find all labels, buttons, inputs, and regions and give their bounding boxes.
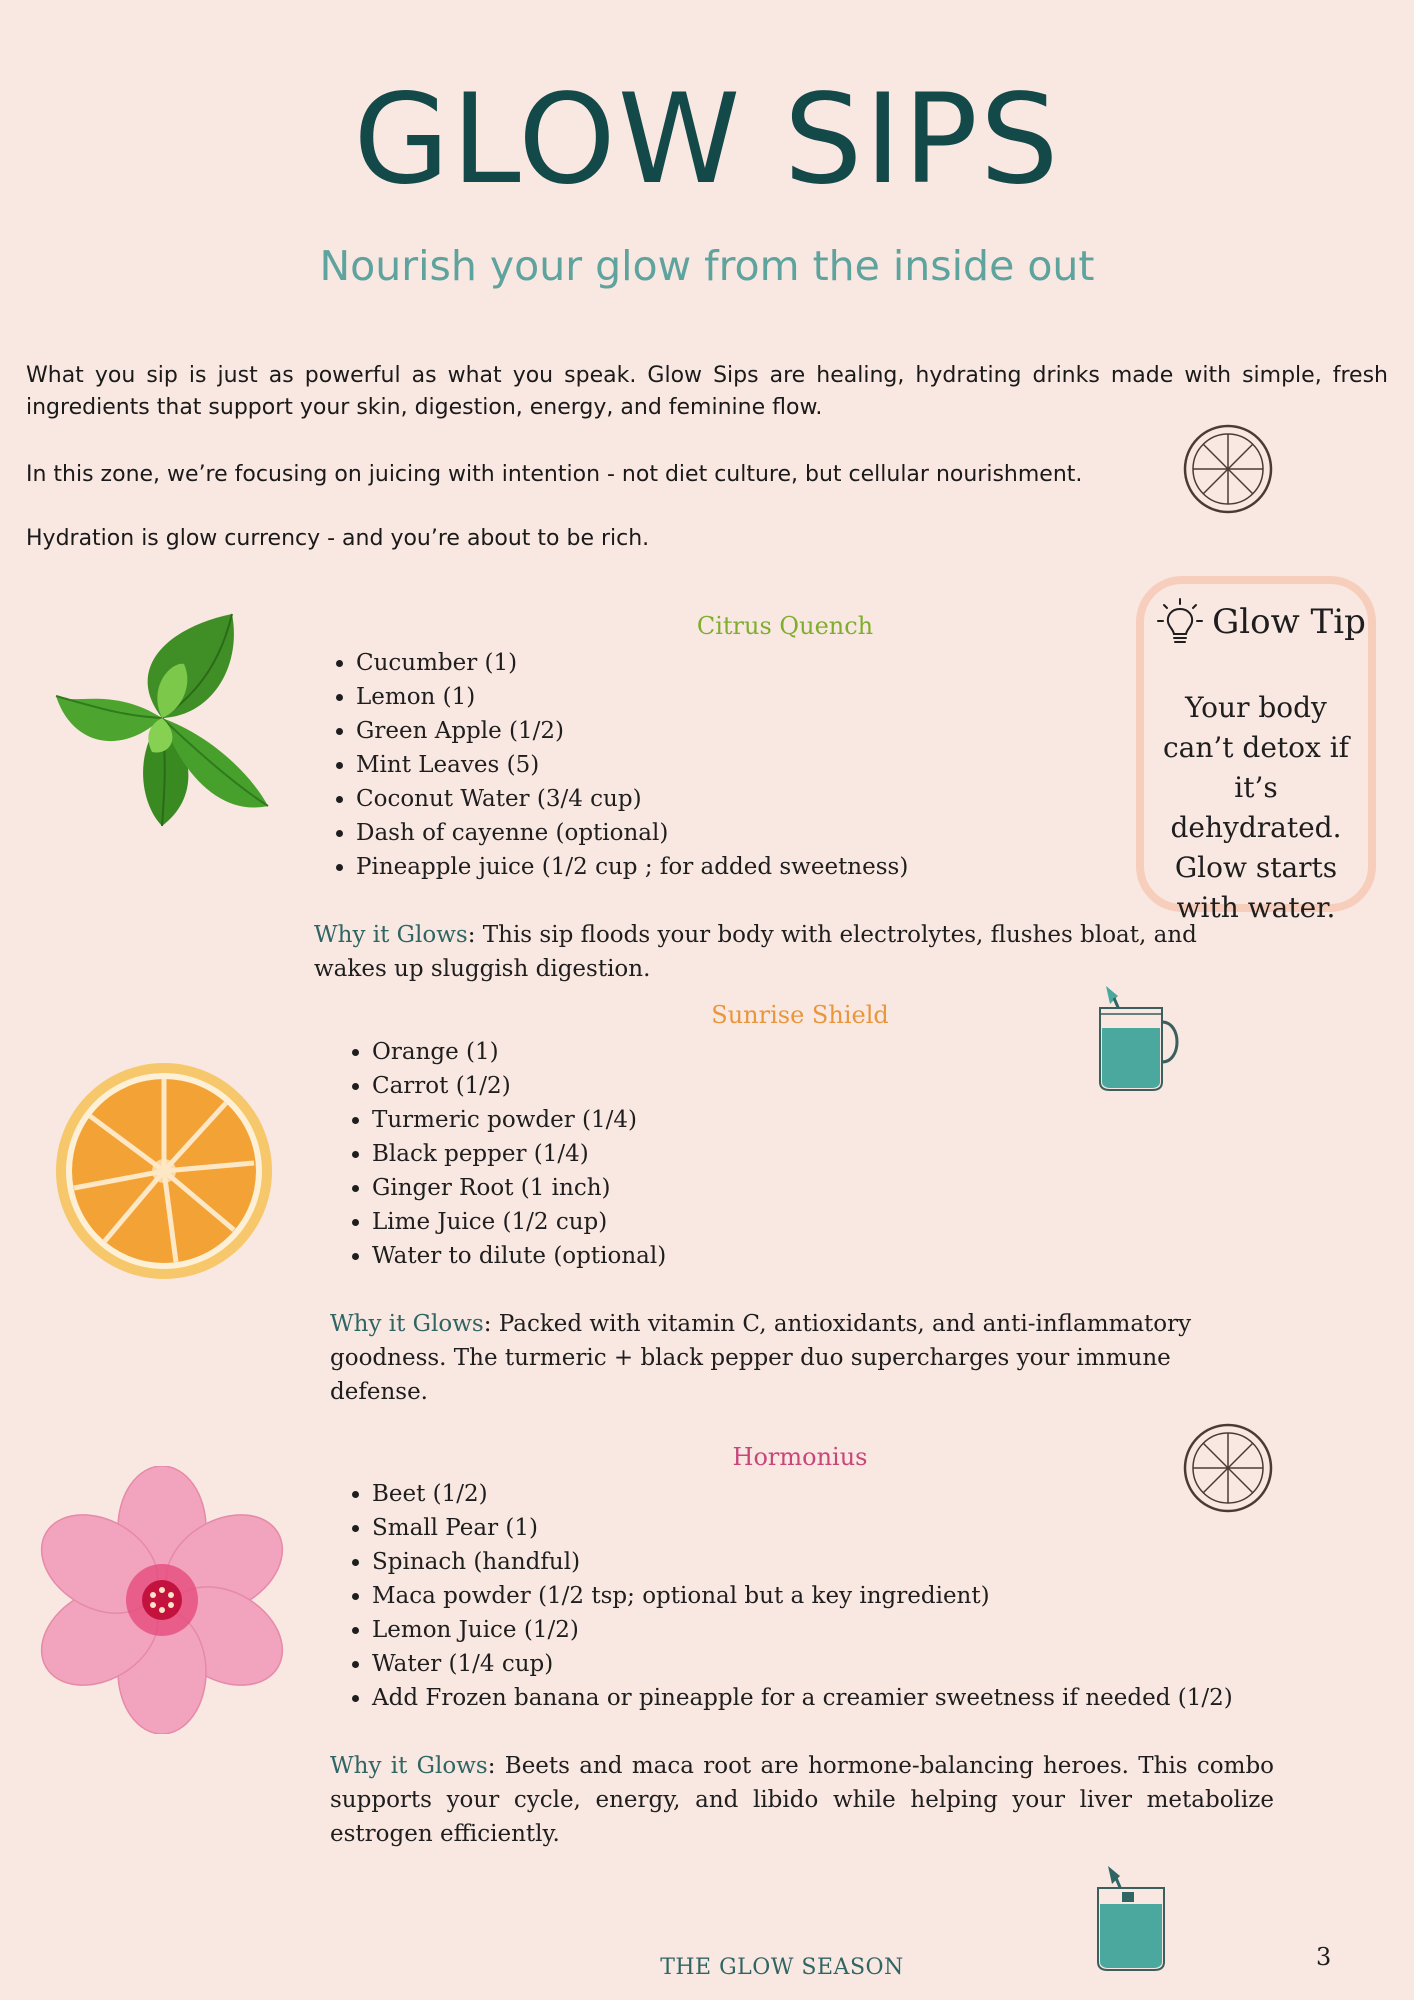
page-number: 3: [1316, 1943, 1332, 1971]
list-item: • Add Frozen banana or pineapple for a creamier sweetness if needed (1/2): [372, 1681, 1272, 1715]
list-item: • Lemon (1): [356, 680, 1176, 714]
list-item: • Lemon Juice (1/2): [372, 1613, 1272, 1647]
recipe-title-citrus-quench: Citrus Quench: [696, 612, 874, 640]
why-it-glows-hormonius: [330, 1749, 1274, 1851]
lemon-slice-icon: [1182, 423, 1274, 515]
why-it-glows-label: Why it Glows: [330, 1753, 488, 1779]
why-it-glows-sunrise-shield: [330, 1307, 1274, 1409]
glow-tip-text: Your body can’t detox if it’s dehydrated. Glow starts with water.: [1162, 691, 1350, 924]
recipe-title-sunrise-shield: Sunrise Shield: [711, 1001, 889, 1029]
why-it-glows-label: Why it Glows: [314, 922, 468, 948]
glow-tip-label: Glow Tip: [1212, 602, 1366, 642]
list-item: • Cucumber (1): [356, 646, 1176, 680]
page-subtitle: Nourish your glow from the inside out: [319, 242, 1095, 290]
why-it-glows-label: Why it Glows: [330, 1311, 484, 1337]
list-item: • Beet (1/2): [372, 1477, 1272, 1511]
list-item: • Black pepper (1/4): [372, 1137, 1192, 1171]
list-item: • Spinach (handful): [372, 1545, 1272, 1579]
list-item: • Mint Leaves (5): [356, 748, 1176, 782]
why-it-glows-text: : Beets and maca root are hormone-balancing heroes. This combo supports your cycle, energy, and libido while helping your liver metabolize estrogen efficiently.: [330, 1753, 1275, 1847]
list-item: • Lime Juice (1/2 cup): [372, 1205, 1192, 1239]
list-item: • Carrot (1/2): [372, 1069, 1192, 1103]
ingredient-list-sunrise-shield: [330, 1035, 1192, 1273]
page-title: GLOW SIPS: [353, 68, 1061, 212]
lightbulb-icon: [1156, 597, 1204, 647]
list-item: • Water (1/4 cup): [372, 1647, 1272, 1681]
why-it-glows-citrus-quench: [314, 918, 1274, 986]
list-item: • Small Pear (1): [372, 1511, 1272, 1545]
footer-brand: THE GLOW SEASON: [660, 1955, 904, 1980]
list-item: • Water to dilute (optional): [372, 1239, 1192, 1273]
intro-paragraph-1: What you sip is just as powerful as what you speak. Glow Sips are healing, hydrating drinks made with simple, fresh ingredients that support your skin, digestion, energy, and feminine flow.: [26, 363, 1388, 420]
intro-paragraph-3: Hydration is glow currency - and you’re about to be rich.: [26, 526, 650, 551]
pink-hibiscus-illustration: [30, 1466, 294, 1734]
list-item: • Orange (1): [372, 1035, 1192, 1069]
list-item: • Dash of cayenne (optional): [356, 816, 1176, 850]
ingredient-list-hormonius: [330, 1477, 1272, 1715]
glow-tip-header: [1156, 596, 1366, 648]
list-item: • Maca powder (1/2 tsp; optional but a key ingredient): [372, 1579, 1272, 1613]
intro-paragraph-2: In this zone, we’re focusing on juicing with intention - not diet culture, but cellular nourishment.: [26, 462, 1083, 487]
list-item: • Pineapple juice (1/2 cup ; for added sweetness): [356, 850, 1176, 884]
list-item: • Coconut Water (3/4 cup): [356, 782, 1176, 816]
ingredient-list-citrus-quench: [314, 646, 1176, 884]
list-item: • Green Apple (1/2): [356, 714, 1176, 748]
list-item: • Turmeric powder (1/4): [372, 1103, 1192, 1137]
why-it-glows-text: : Packed with vitamin C, antioxidants, and anti-inflammatory goodness. The turmeric + black pepper duo supercharges your immune defense.: [330, 1311, 1192, 1405]
why-it-glows-text: : This sip floods your body with electrolytes, flushes bloat, and wakes up sluggish digestion.: [314, 922, 1197, 982]
recipe-title-hormonius: Hormonius: [732, 1443, 868, 1471]
list-item: • Ginger Root (1 inch): [372, 1171, 1192, 1205]
orange-slice-illustration: [54, 1058, 274, 1284]
mint-leaves-illustration: [52, 606, 272, 830]
